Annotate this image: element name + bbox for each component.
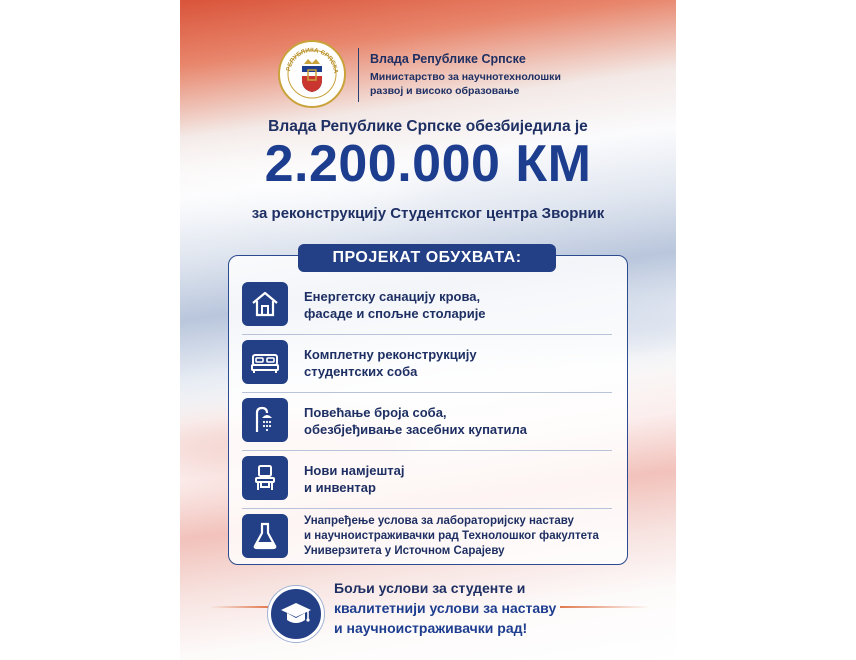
item-line-2: студентских соба xyxy=(304,364,418,379)
item-text xyxy=(304,404,614,438)
shower-icon xyxy=(249,404,281,436)
desk-chair-icon xyxy=(249,462,281,494)
project-item-laboratory xyxy=(242,514,622,562)
ministry-line-2: развој и високо образовање xyxy=(370,85,520,97)
ministry-name xyxy=(370,70,580,98)
item-line-1: Унапређење услова за лабораторијску наставу xyxy=(304,515,574,527)
bottom-line-3: и научноистраживачки рад! xyxy=(334,620,528,636)
item-icon-box xyxy=(242,398,288,442)
secured-text: Влада Републике Српске обезбиједила је xyxy=(268,118,588,135)
item-icon-box xyxy=(242,514,288,558)
amount-text: 2.200.000 КМ xyxy=(264,135,592,193)
item-text xyxy=(304,514,614,559)
item-separator xyxy=(242,508,612,509)
header-divider xyxy=(358,48,359,102)
header xyxy=(278,40,598,110)
item-icon-box xyxy=(242,282,288,326)
item-line-2: фасаде и спољне столарије xyxy=(304,306,486,321)
project-item-bathrooms xyxy=(242,398,622,446)
item-line-1: Комплетну реконструкцију xyxy=(304,347,477,362)
project-item-roof xyxy=(242,282,622,330)
project-item-rooms xyxy=(242,340,622,388)
graduation-cap-badge xyxy=(268,586,324,642)
project-item-furniture xyxy=(242,456,622,504)
item-line-3: Универзитета у Источном Сарајеву xyxy=(304,545,505,557)
ministry-line-1: Министарство за научнотехнолошки xyxy=(370,71,561,83)
flask-icon xyxy=(249,520,281,552)
item-line-1: Енергетску санацију крова, xyxy=(304,289,481,304)
graduation-cap-icon xyxy=(280,599,312,629)
bed-icon xyxy=(249,346,281,378)
item-text xyxy=(304,346,614,380)
item-icon-box xyxy=(242,456,288,500)
poster xyxy=(180,0,676,660)
item-separator xyxy=(242,392,612,393)
bottom-line-left xyxy=(210,606,268,608)
item-line-2: обезбјеђивање засебних купатила xyxy=(304,422,528,437)
coat-of-arms-seal-icon xyxy=(278,40,346,108)
bottom-line-2: квалитетнији услови за наставу xyxy=(334,600,557,616)
item-text xyxy=(304,288,614,322)
item-icon-box xyxy=(242,340,288,384)
item-line-1: Нови намјештај xyxy=(304,463,405,478)
government-name: Влада Републике Српске xyxy=(370,52,526,66)
item-separator xyxy=(242,450,612,451)
item-separator xyxy=(242,334,612,335)
purpose-text: за реконструкцију Студентског центра Зворник xyxy=(251,205,605,222)
bottom-line-1: Бољи услови за студенте и xyxy=(334,580,526,596)
item-text xyxy=(304,462,614,496)
house-icon xyxy=(249,288,281,320)
svg-text:РЕПУБЛИКА СРПСКА: РЕПУБЛИКА СРПСКА xyxy=(285,46,340,74)
item-line-2: и инвентар xyxy=(304,480,376,495)
project-title: ПРОЈЕКАТ ОБУХВАТА: xyxy=(298,244,556,272)
item-line-1: Повећање броја соба, xyxy=(304,405,447,420)
item-line-2: и научноистраживачки рад Технолошког факултета xyxy=(304,530,599,542)
bottom-line-right xyxy=(560,606,650,608)
